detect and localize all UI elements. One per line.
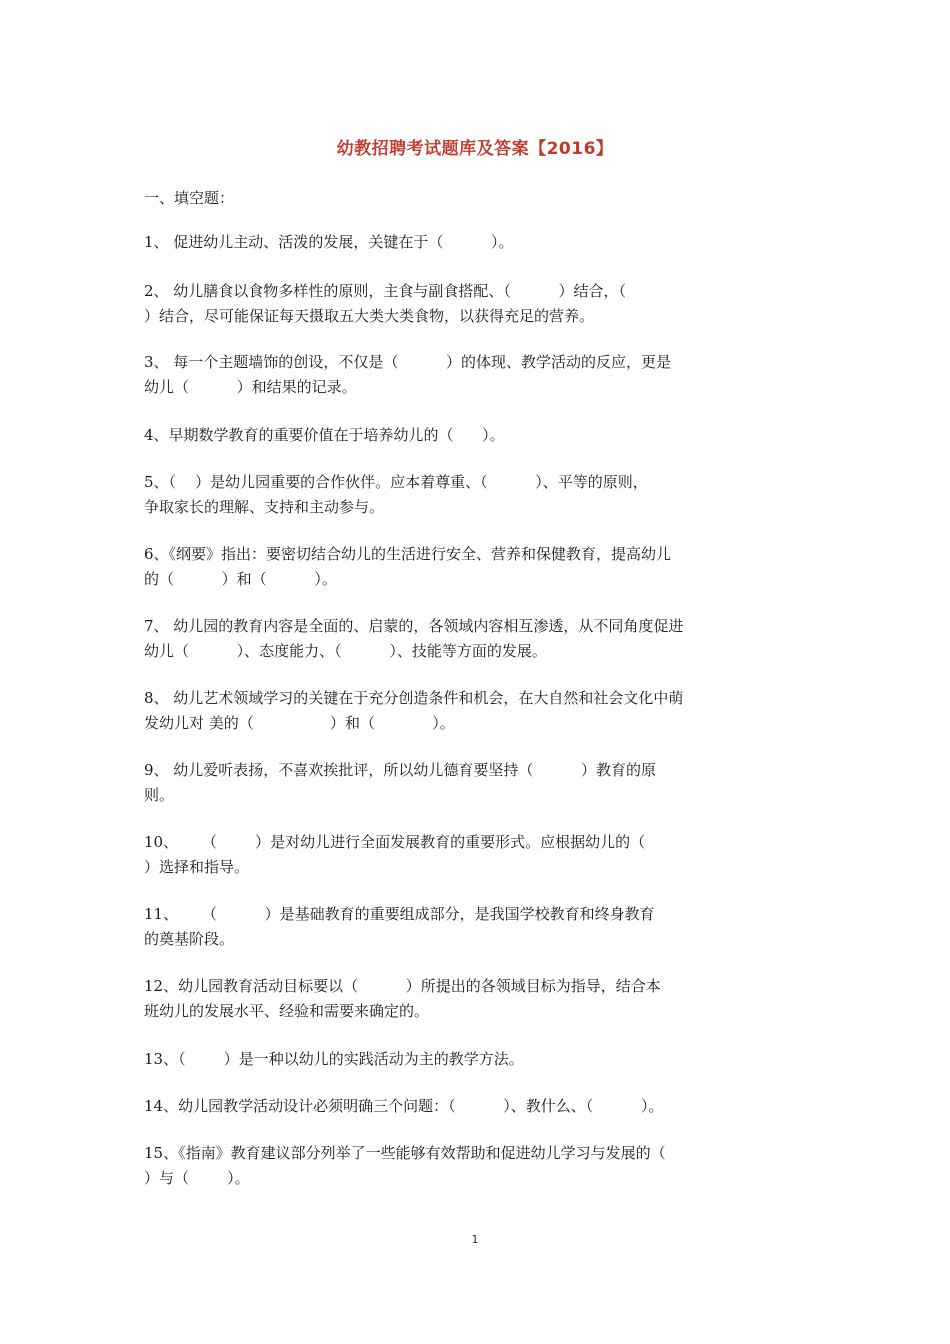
question-6: 6、《纲要》指出：要密切结合幼儿的生活进行安全、营养和保健教育，提高幼儿 的（ ）和（ ）。 [144,545,672,588]
question-14: 14、幼儿园教学活动设计必须明确三个问题：（ ）、教什么、（ ）。 [144,1097,664,1115]
question-2: 2、 幼儿膳食以食物多样性的原则，主食与副食搭配、（ ）结合，（ ）结合，尽可能保证每天摄取五大类大类食物，以获得充足的营养。 [144,282,626,325]
question-1: 1、 促进幼儿主动、活泼的发展，关键在于（ ）。 [144,233,514,251]
question-7: 7、 幼儿园的教育内容是全面的、启蒙的，各领域内容相互渗透，从不同角度促进 幼儿（ ）、态度能力、（ ）、技能等方面的发展。 [144,617,684,660]
question-9: 9、 幼儿爱听表扬，不喜欢挨批评，所以幼儿德育要坚持（ ）教育的原 则。 [144,761,656,804]
question-15: 15、《指南》教育建议部分列举了一些能够有效帮助和促进幼儿学习与发展的（ ）与（ ）。 [144,1144,666,1187]
question-11: 11、 （ ）是基础教育的重要组成部分，是我国学校教育和终身教育 的奠基阶段。 [144,905,655,948]
question-10: 10、 （ ）是对幼儿进行全面发展教育的重要形式。应根据幼儿的（ ）选择和指导。 [144,833,646,876]
question-3: 3、 每一个主题墙饰的创设，不仅是（ ）的体现、教学活动的反应，更是 幼儿（ ）和结果的记录。 [144,353,671,396]
page-number: 1 [471,1233,479,1246]
question-4: 4、早期数学教育的重要价值在于培养幼儿的（ ）。 [144,426,505,444]
question-12: 12、幼儿园教育活动目标要以（ ）所提出的各领域目标为指导，结合本 班幼儿的发展水平、经验和需要来确定的。 [144,977,661,1020]
question-13: 13、（ ）是一种以幼儿的实践活动为主的教学方法。 [144,1050,524,1068]
document-title: 幼教招聘考试题库及答案【2016】 [336,139,614,159]
question-8: 8、 幼儿艺术领域学习的关键在于充分创造条件和机会，在大自然和社会文化中萌 发幼儿对 美的（ ）和（ ）。 [144,689,684,732]
section-heading: 一、填空题： [144,189,235,207]
question-5: 5、（ ）是幼儿园重要的合作伙伴。应本着尊重、（ ）、平等的原则， 争取家长的理解、支持和主动参与。 [144,473,648,516]
